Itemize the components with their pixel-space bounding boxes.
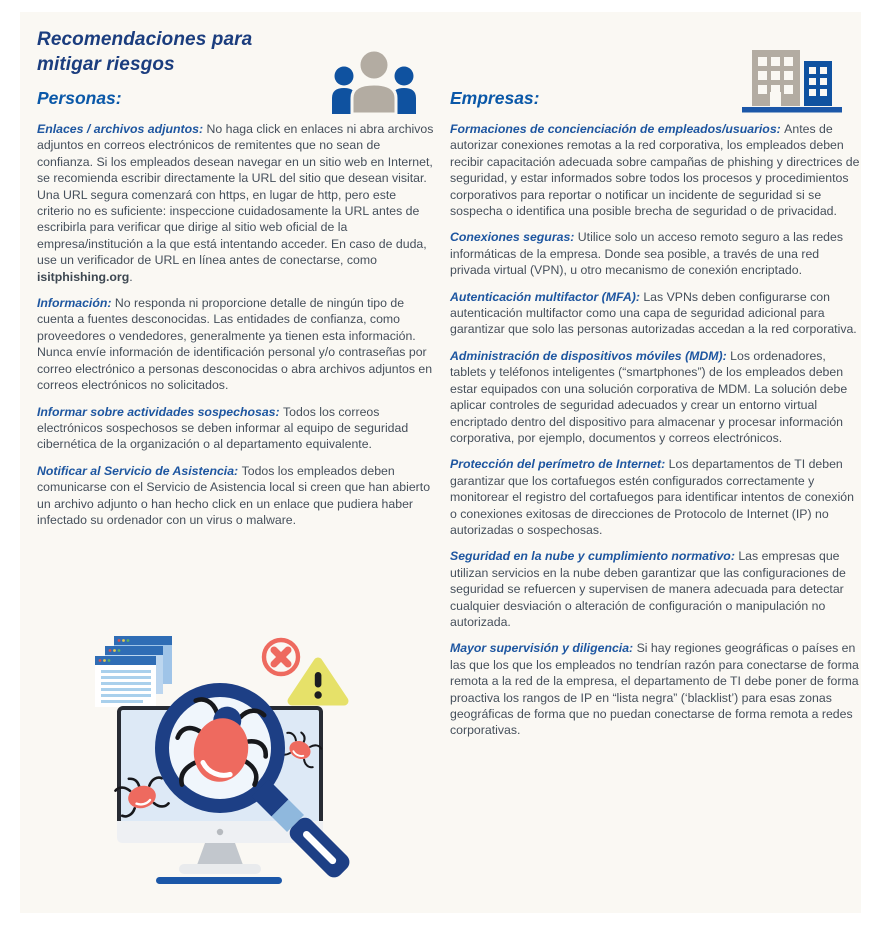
magnifier-icon	[162, 690, 353, 881]
inline-bold-text: isitphishing.org	[37, 269, 130, 284]
buildings-icon	[738, 44, 846, 116]
paragraph-lead: Notificar al Servicio de Asistencia:	[37, 463, 242, 478]
paragraph: Información: No responda ni proporcione detalle de ningún tipo de cuenta a fuentes desconocidas. Las entidades de confianza, como proveedores o vendedores, generalmente ya tienen esta información. Nunca envíe información de identificación personal y/o contraseñas por correo electrónico a personas desconocidas o abra archivos adjuntos en correos electrónicos no solicitados.	[37, 296, 433, 393]
paragraph-lead: Seguridad en la nube y cumplimiento normativo:	[450, 549, 739, 564]
person-center-icon	[352, 50, 396, 114]
building-right-icon	[804, 61, 832, 106]
paragraph: Autenticación multifactor (MFA): Las VPNs deben configurarse con autenticación multifactor como una capa de seguridad adicional para garantizar que solo las personas autorizadas accedan a la red corporativa.	[450, 289, 857, 337]
warning-triangle-icon	[292, 662, 344, 701]
paragraph: Administración de dispositivos móviles (MDM): Los ordenadores, tablets y teléfonos inteligentes (“smartphones”) de los empleados deben estar equipados con una solución corporativa de MDM. La solución debe aplicar controles de seguridad adecuados y crear un entorno virtual encriptado dentro del dispositivo para almacenar y procesar información corporativa, por ejemplo, documentos y correos electrónicos.	[450, 348, 848, 445]
page-title: Recomendaciones para mitigar riesgos	[37, 29, 253, 75]
paragraph-lead: Formaciones de concienciación de empleados/usuarios:	[450, 122, 785, 136]
paragraph-lead: Información:	[37, 296, 115, 311]
paragraph-lead: Protección del perímetro de Internet:	[450, 457, 669, 472]
paragraph: Formaciones de concienciación de empleados/usuarios: Antes de autorizar conexiones remotas a la red corporativa, los empleados deben recibir capacitación adecuada sobre campañas de phishing y directrices de seguridad, y estar informados sobre todos los procesos y procedimientos corporativos para reportar o notificar un incidente de seguridad si se sospecha o identifica una posible brecha de seguridad o de privacidad.	[450, 122, 860, 219]
paragraph-lead: Informar sobre actividades sospechosas:	[37, 404, 284, 419]
paragraph: Informar sobre actividades sospechosas: Todos los correos electrónicos sospechosos se deben informar al equipo de seguridad cibernética de la organización o al departamento equivalente.	[37, 404, 409, 452]
paragraph: Protección del perímetro de Internet: Los departamentos de TI deben garantizar que los cortafuegos estén configurados correctamente y monitorear el registro del cortafuegos para identificar intentos de conexión o conexiones exitosas de direcciones de Protocolo de Internet (IP) no autorizadas o sospechosas.	[450, 457, 854, 537]
monitor-base-line	[156, 877, 282, 884]
buildings-underline	[742, 107, 842, 113]
personas-heading: Personas:	[37, 88, 122, 108]
paragraph: Seguridad en la nube y cumplimiento normativo: Las empresas que utilizan servicios en la nube deben garantizar que las configuraciones de seguridad se refuercen y supervisen de manera adecuada para detectar cualquier desviación o alteración de configuración o manipulación no autorizada.	[450, 549, 846, 629]
paragraph-lead: Mayor supervisión y diligencia:	[450, 641, 637, 656]
building-left-icon	[752, 50, 800, 106]
paragraph-lead: Autenticación multifactor (MFA):	[450, 289, 644, 304]
empresas-heading: Empresas:	[450, 88, 540, 108]
blocked-x-icon	[264, 640, 298, 674]
malware-scan-illustration	[80, 600, 402, 902]
browser-windows-icon	[95, 636, 172, 707]
paragraph-lead: Enlaces / archivos adjuntos:	[37, 122, 207, 136]
paragraph-lead: Conexiones seguras:	[450, 230, 578, 245]
paragraph: Mayor supervisión y diligencia: Si hay regiones geográficas o países en las que los que los empleados no tendrían razón para conectarse de forma remota a la red de la empresa, el departamento de TI debe poner de forma proactiva los rangos de IP en “lista negra” (‘blacklist’) para esas zonas geográficas de forma que no puedan conectarse de forma remota a redes corporativas.	[450, 641, 859, 738]
paragraph: Conexiones seguras: Utilice solo un acceso remoto seguro a las redes informáticas de la empresa. Donde sea posible, a través de una red privada virtual (VPN), u otro mecanismo de conexión encriptado.	[450, 230, 843, 278]
personas-paragraphs	[37, 121, 436, 538]
page-background	[20, 12, 861, 913]
paragraph: Notificar al Servicio de Asistencia: Todos los empleados deben comunicarse con el Servicio de Asistencia local si creen que han abierto un archivo adjunto o han hecho click en un enlace que pudiera haber infectado su ordenador con un virus o malware.	[37, 463, 431, 527]
paragraph: Enlaces / archivos adjuntos: No haga click en enlaces ni abra archivos adjuntos en correos electrónicos de remitentes que no sean de confianza. Si los empleados desean navegar en un sitio web en Internet, se recomienda escribir directamente la URL del sitio que desean visitar. Una URL segura comenzará con https, en lugar de http, pero este criterio no es suficiente: inspeccione cuidadosamente la URL antes de escribirla para verificar que dirige al sitio web oficial de la empresa/institución a la que está intentando acceder. En caso de duda, use un verificador de URL en línea antes de conectarse, como isitphishing.org.	[37, 122, 434, 284]
empresas-paragraphs	[450, 121, 860, 749]
people-icon	[330, 48, 418, 114]
paragraph-lead: Administración de dispositivos móviles (MDM):	[450, 348, 731, 363]
